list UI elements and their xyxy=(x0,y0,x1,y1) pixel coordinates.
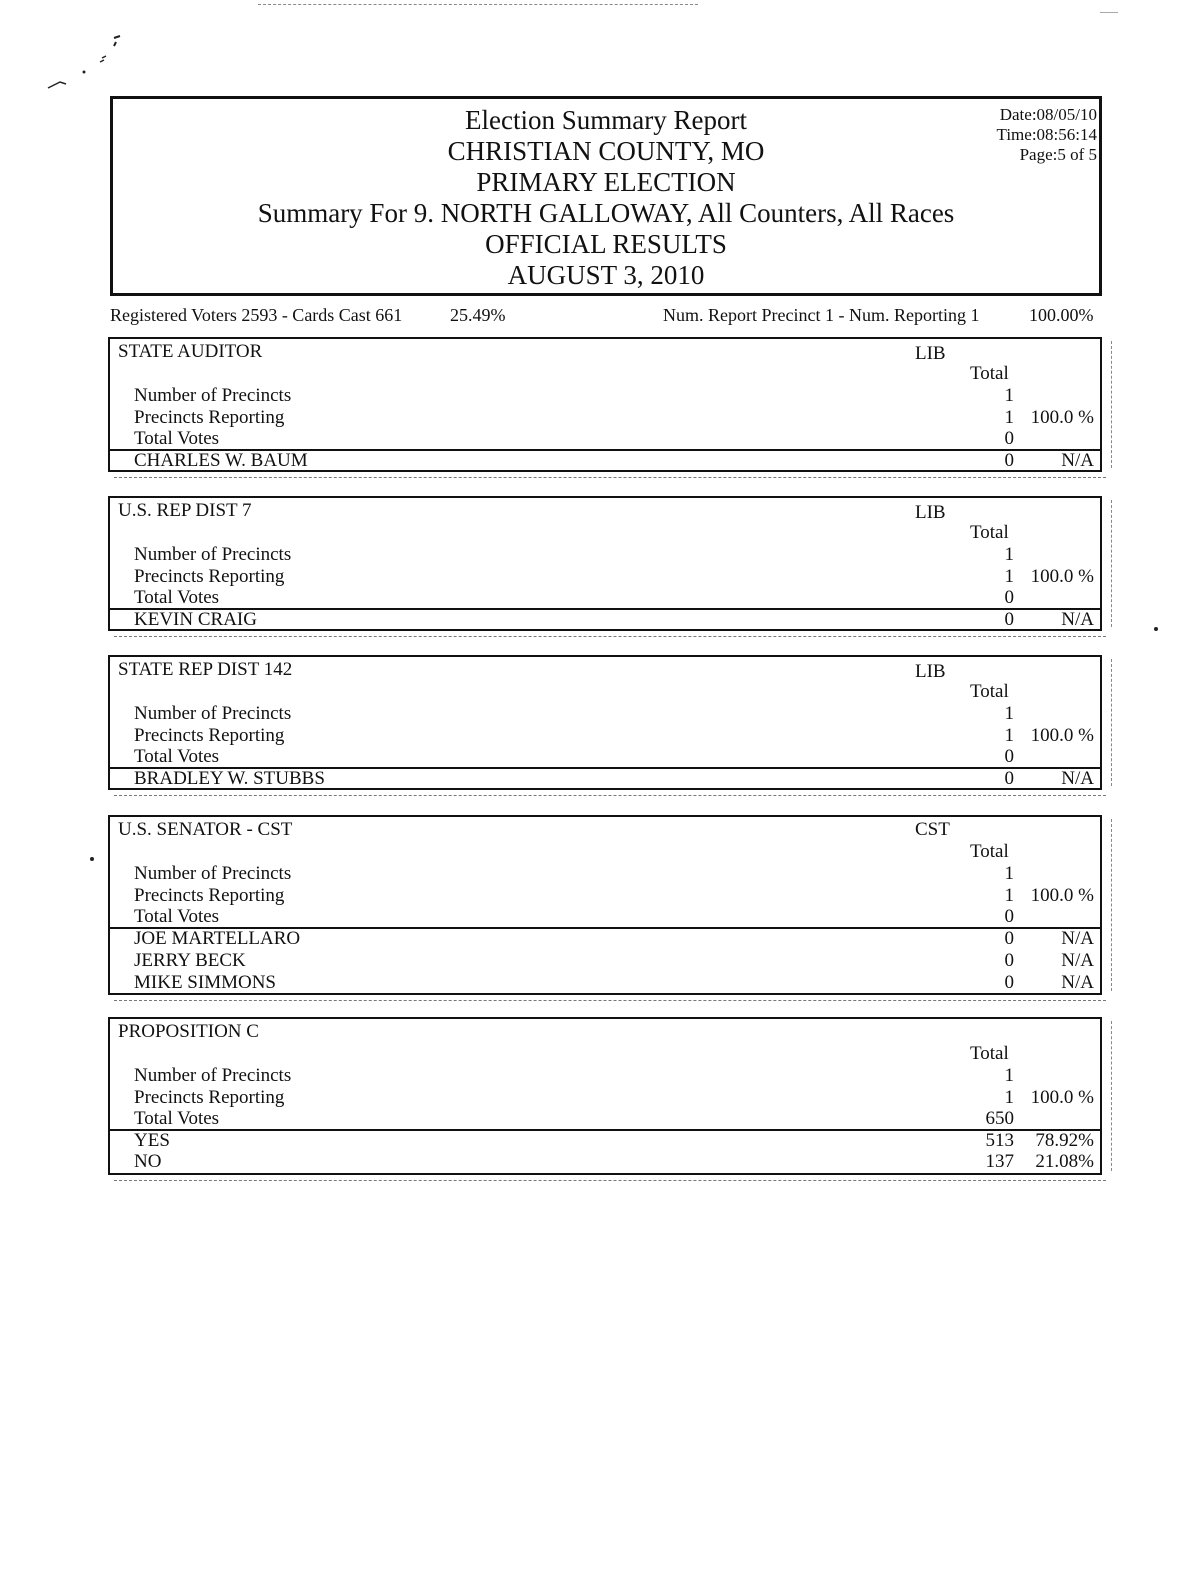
scan-speck xyxy=(1154,627,1158,631)
precincts-reporting-percent: 100.0 % xyxy=(1030,407,1094,428)
scan-specks xyxy=(44,32,124,102)
candidate-votes: 0 xyxy=(1004,450,1014,471)
race-title: U.S. REP DIST 7 xyxy=(118,500,252,521)
candidate-votes: 0 xyxy=(1004,950,1014,971)
number-of-precincts-value: 1 xyxy=(1004,863,1014,884)
candidate-name: BRADLEY W. STUBBS xyxy=(134,768,325,789)
precincts-reporting-percent: 100.0 % xyxy=(1030,725,1094,746)
candidate-divider xyxy=(110,1129,1100,1131)
candidate-percent: N/A xyxy=(1061,972,1094,993)
precincts-reporting-label: Precincts Reporting xyxy=(134,407,285,428)
candidate-name: CHARLES W. BAUM xyxy=(134,450,308,471)
number-of-precincts-label: Number of Precincts xyxy=(134,1065,292,1086)
total-header: Total xyxy=(970,681,1009,702)
total-votes-value: 0 xyxy=(1004,746,1014,767)
scan-shadow xyxy=(114,795,1106,796)
candidate-name: JERRY BECK xyxy=(134,950,246,971)
race-title: STATE REP DIST 142 xyxy=(118,659,293,680)
choice-name: YES xyxy=(134,1130,170,1151)
precincts-reporting-value: 1 xyxy=(1004,1087,1014,1108)
party-label: LIB xyxy=(915,343,946,364)
scan-shadow xyxy=(114,1180,1106,1181)
scan-shadow xyxy=(114,1000,1106,1001)
race-title: PROPOSITION C xyxy=(118,1021,259,1042)
registered-voters: Registered Voters 2593 - Cards Cast 661 xyxy=(110,305,403,325)
candidate-name: JOE MARTELLARO xyxy=(134,928,301,949)
total-header: Total xyxy=(970,522,1009,543)
total-votes-label: Total Votes xyxy=(134,746,220,767)
number-of-precincts-label: Number of Precincts xyxy=(134,703,292,724)
precincts-reporting-label: Precincts Reporting xyxy=(134,566,285,587)
scan-edge xyxy=(1111,819,1112,991)
precincts-reporting-label: Precincts Reporting xyxy=(134,725,285,746)
report-title: Election Summary Report xyxy=(465,105,747,135)
reporting-percent: 100.00% xyxy=(1029,305,1094,325)
total-votes-value: 650 xyxy=(985,1108,1014,1129)
precincts-reporting-percent: 100.0 % xyxy=(1030,566,1094,587)
summary-scope: Summary For 9. NORTH GALLOWAY, All Counters, All Races xyxy=(257,198,955,228)
total-votes-label: Total Votes xyxy=(134,428,220,449)
number-of-precincts-value: 1 xyxy=(1004,544,1014,565)
precincts-reporting-value: 1 xyxy=(1004,407,1014,428)
scan-speck xyxy=(90,857,94,861)
candidate-percent: N/A xyxy=(1061,450,1094,471)
number-of-precincts-label: Number of Precincts xyxy=(134,385,292,406)
candidate-percent: N/A xyxy=(1061,950,1094,971)
precincts-reporting-value: 1 xyxy=(1004,885,1014,906)
number-of-precincts-label: Number of Precincts xyxy=(134,863,292,884)
number-of-precincts-value: 1 xyxy=(1004,385,1014,406)
precincts-reporting-percent: 100.0 % xyxy=(1030,1087,1094,1108)
candidate-divider xyxy=(110,608,1100,610)
party-label: LIB xyxy=(915,502,946,523)
race-state-auditor xyxy=(108,337,1102,472)
candidate-name: KEVIN CRAIG xyxy=(134,609,257,630)
election-date: AUGUST 3, 2010 xyxy=(507,260,705,290)
total-votes-label: Total Votes xyxy=(134,587,220,608)
election-name: PRIMARY ELECTION xyxy=(476,167,736,197)
report-header xyxy=(110,96,1102,296)
race-us-rep-dist-7 xyxy=(108,496,1102,631)
total-header: Total xyxy=(970,841,1009,862)
total-header: Total xyxy=(970,363,1009,384)
party-label: LIB xyxy=(915,661,946,682)
candidate-votes: 0 xyxy=(1004,609,1014,630)
candidate-name: MIKE SIMMONS xyxy=(134,972,276,993)
page-number: Page:5 of 5 xyxy=(1019,145,1097,164)
number-of-precincts-value: 1 xyxy=(1004,703,1014,724)
race-us-senator-cst xyxy=(108,815,1102,995)
race-state-rep-dist-142 xyxy=(108,655,1102,790)
candidate-percent: N/A xyxy=(1061,928,1094,949)
scan-edge xyxy=(1111,1021,1112,1171)
total-votes-value: 0 xyxy=(1004,587,1014,608)
race-title: U.S. SENATOR - CST xyxy=(118,819,293,840)
county-name: CHRISTIAN COUNTY, MO xyxy=(447,136,765,166)
race-title: STATE AUDITOR xyxy=(118,341,263,362)
party-label: CST xyxy=(915,819,950,840)
scan-artifact-mark xyxy=(1100,12,1118,13)
candidate-votes: 0 xyxy=(1004,972,1014,993)
scan-edge xyxy=(1111,341,1112,468)
candidate-percent: N/A xyxy=(1061,768,1094,789)
choice-percent: 78.92% xyxy=(1035,1130,1094,1151)
precincts-reporting-label: Precincts Reporting xyxy=(134,885,285,906)
choice-name: NO xyxy=(134,1151,162,1172)
scan-artifact-line xyxy=(258,4,698,5)
turnout-percent: 25.49% xyxy=(450,305,506,325)
number-of-precincts-label: Number of Precincts xyxy=(134,544,292,565)
total-header: Total xyxy=(970,1043,1009,1064)
total-votes-value: 0 xyxy=(1004,428,1014,449)
precincts-reporting-percent: 100.0 % xyxy=(1030,885,1094,906)
scan-shadow xyxy=(114,636,1106,637)
precincts-reporting-label: Precincts Reporting xyxy=(134,1087,285,1108)
results-status: OFFICIAL RESULTS xyxy=(485,229,727,259)
total-votes-label: Total Votes xyxy=(134,1108,220,1129)
precincts-reporting-value: 1 xyxy=(1004,725,1014,746)
choice-votes: 137 xyxy=(985,1151,1014,1172)
reporting-summary: Num. Report Precinct 1 - Num. Reporting 1 xyxy=(663,305,980,325)
total-votes-value: 0 xyxy=(1004,906,1014,927)
candidate-percent: N/A xyxy=(1061,609,1094,630)
scan-edge xyxy=(1111,500,1112,627)
candidate-votes: 0 xyxy=(1004,928,1014,949)
precincts-reporting-value: 1 xyxy=(1004,566,1014,587)
choice-votes: 513 xyxy=(985,1130,1014,1151)
scan-shadow xyxy=(114,477,1106,478)
race-proposition-c xyxy=(108,1017,1102,1175)
scan-edge xyxy=(1111,659,1112,786)
total-votes-label: Total Votes xyxy=(134,906,220,927)
report-time: Time:08:56:14 xyxy=(996,125,1097,144)
choice-percent: 21.08% xyxy=(1035,1151,1094,1172)
report-date: Date:08/05/10 xyxy=(999,105,1097,124)
candidate-votes: 0 xyxy=(1004,768,1014,789)
number-of-precincts-value: 1 xyxy=(1004,1065,1014,1086)
